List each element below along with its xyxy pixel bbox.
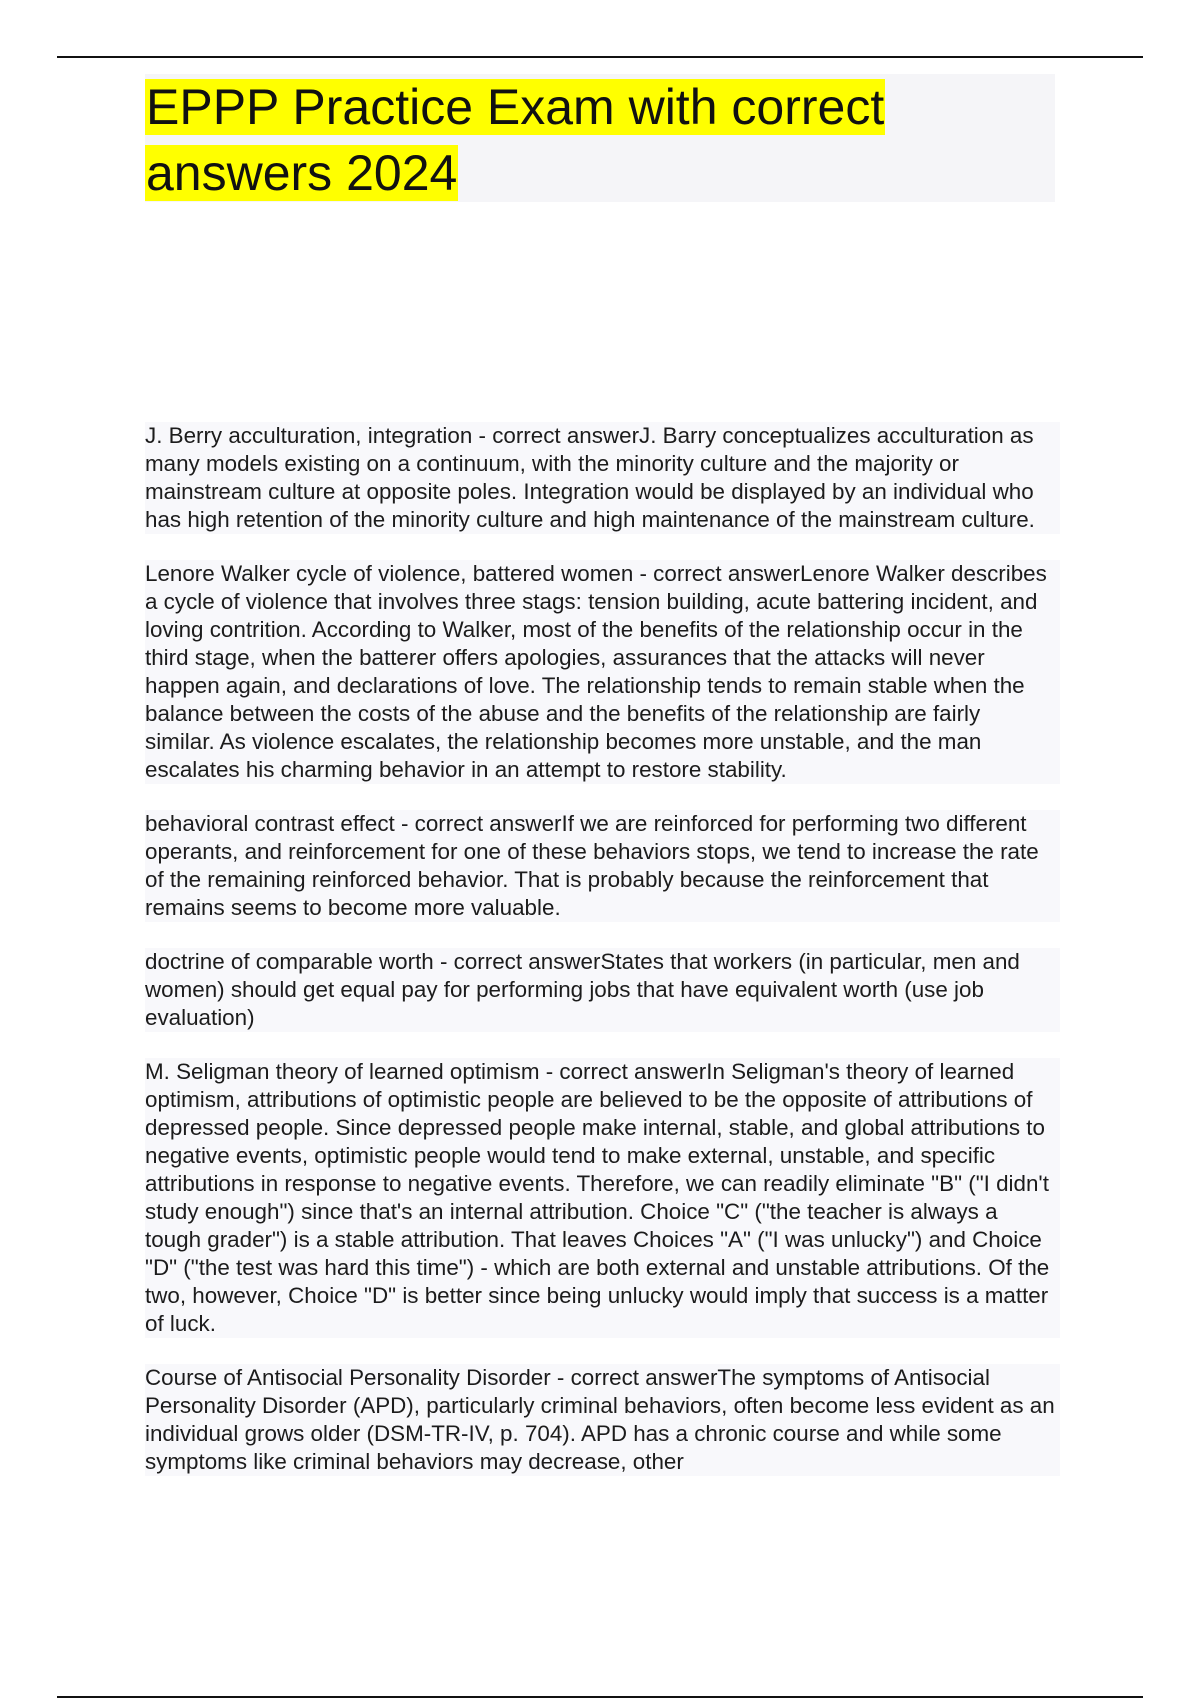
title-line-1: EPPP Practice Exam with correct — [146, 79, 885, 135]
entry-learned-optimism: M. Seligman theory of learned optimism - correct answerIn Seligman's theory of learned optimism, attributions of optimistic people are believed to be the opposite of attributions of depressed people. Since depressed people make internal, stable, and global attributions to negative events, optimistic people would tend to make external, unstable, and specific attributions in response to negative events. Therefore, we can readily eliminate "B" ("I didn't study enough") since that's an internal attribution. Choice "C" ("the teacher is always a tough grader") is a stable attribution. That leaves Choices "A" ("I was unlucky") and Choice "D" ("the test was hard this time") - which are both external and unstable attributions. Of the two, however, Choice "D" is better since being unlucky would imply that success is a matter of luck. — [145, 1058, 1060, 1338]
bottom-rule — [57, 1696, 1143, 1698]
title-line-2: answers 2024 — [146, 145, 458, 201]
title-block — [145, 74, 1055, 202]
entry-behavioral-contrast: behavioral contrast effect - correct answerIf we are reinforced for performing two different operants, and reinforcement for one of these behaviors stops, we tend to increase the rate of the remaining reinforced behavior. That is probably because the reinforcement that remains seems to become more valuable. — [145, 810, 1060, 922]
entry-berry-acculturation: J. Berry acculturation, integration - correct answerJ. Barry conceptualizes acculturation as many models existing on a continuum, with the minority culture and the majority or mainstream culture at opposite poles. Integration would be displayed by an individual who has high retention of the minority culture and high maintenance of the mainstream culture. — [145, 422, 1060, 534]
top-rule — [57, 56, 1143, 58]
page-title — [145, 74, 1055, 206]
entry-walker-cycle-of-violence: Lenore Walker cycle of violence, battered women - correct answerLenore Walker describes a cycle of violence that involves three stags: tension building, acute battering incident, and loving contrition. According to Walker, most of the benefits of the relationship occur in the third stage, when the batterer offers apologies, assurances that the attacks will never happen again, and declarations of love. The relationship tends to remain stable when the balance between the costs of the abuse and the benefits of the relationship are fairly similar. As violence escalates, the relationship becomes more unstable, and the man escalates his charming behavior in an attempt to restore stability. — [145, 560, 1060, 784]
entry-comparable-worth: doctrine of comparable worth - correct answerStates that workers (in particular, men and women) should get equal pay for performing jobs that have equivalent worth (use job evaluation) — [145, 948, 1060, 1032]
entry-list — [145, 422, 1060, 1502]
entry-antisocial-personality: Course of Antisocial Personality Disorder - correct answerThe symptoms of Antisocial Personality Disorder (APD), particularly criminal behaviors, often become less evident as an individual grows older (DSM-TR-IV, p. 704). APD has a chronic course and while some symptoms like criminal behaviors may decrease, other — [145, 1364, 1060, 1476]
